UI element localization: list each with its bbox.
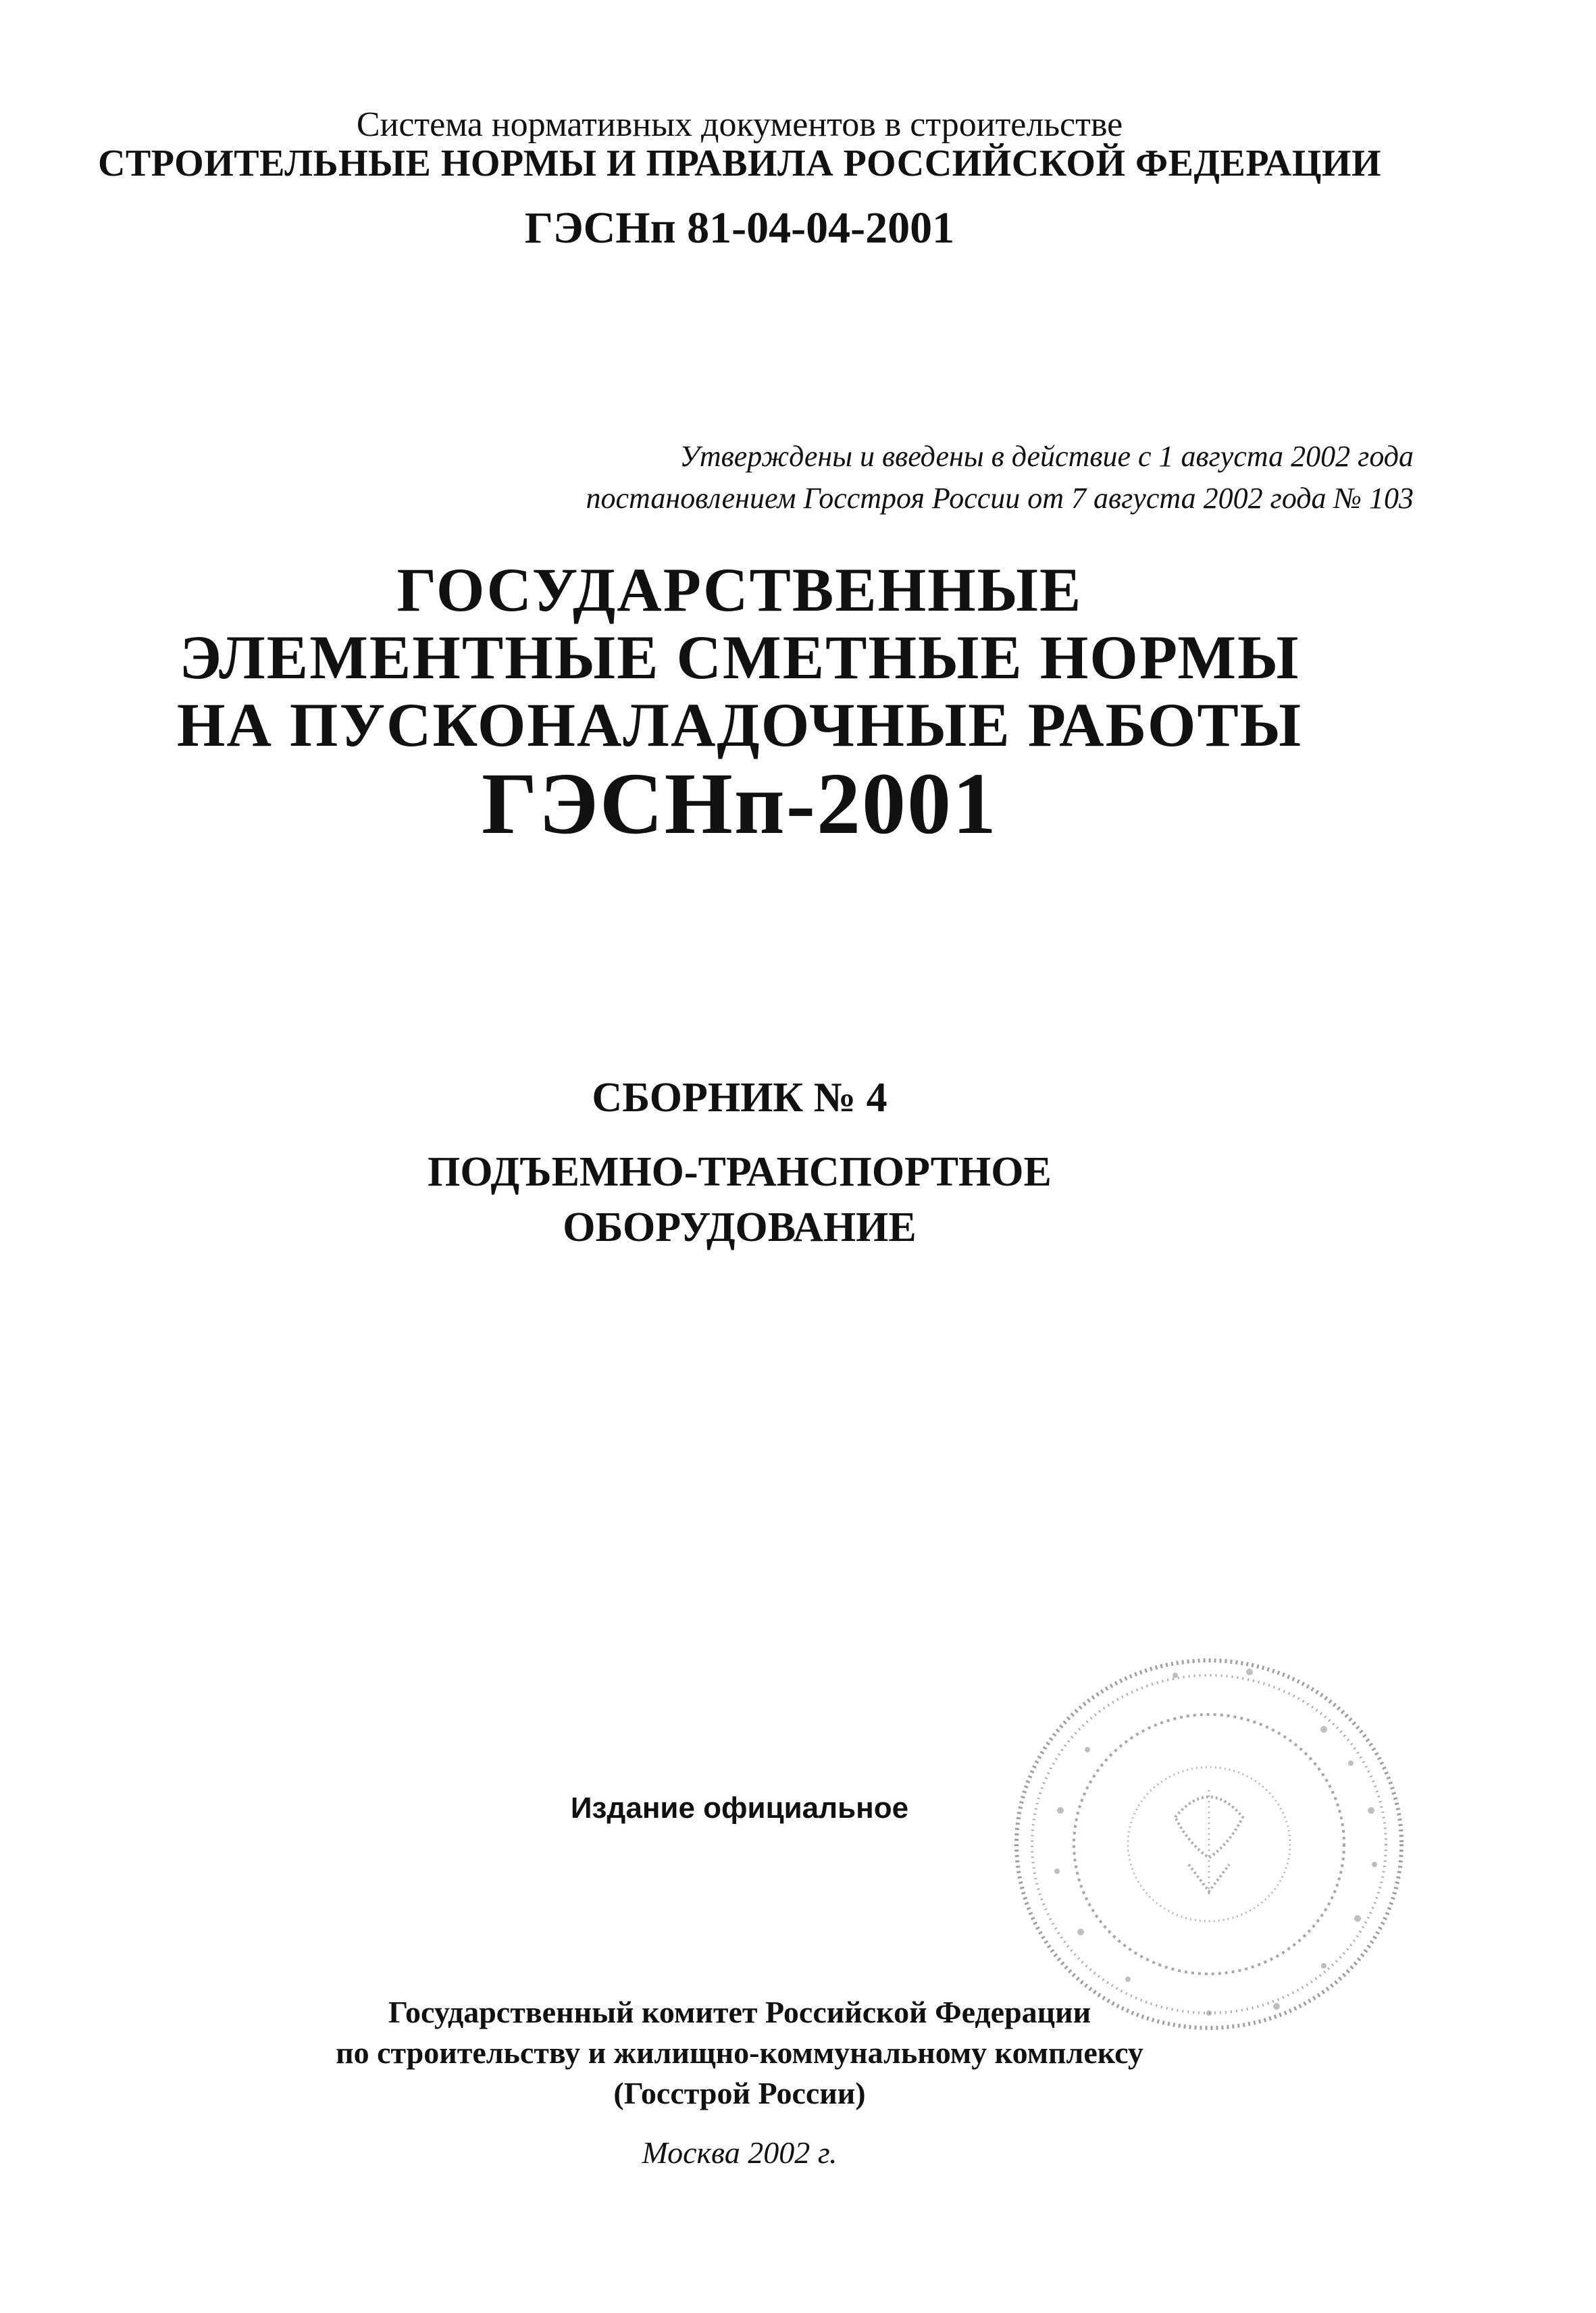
official-stamp-icon [1006, 1648, 1412, 2040]
publisher-line-2: по строительству и жилищно-коммунальному комплексу [336, 2035, 1143, 2070]
edition-label: Издание официальное [570, 1791, 909, 1825]
approval-line-2: постановлением Госстроя России от 7 августа 2002 года № 103 [586, 482, 1414, 515]
title-line-1: ГОСУДАРСТВЕННЫЕ [396, 555, 1083, 624]
system-line: Система нормативных документов в строительстве [356, 105, 1123, 144]
title-line-3: НА ПУСКОНАЛАДОЧНЫЕ РАБОТЫ [176, 690, 1303, 759]
collection-subject-line-1: ПОДЪЕМНО-ТРАНСПОРТНОЕ [428, 1149, 1052, 1195]
snip-line: СТРОИТЕЛЬНЫЕ НОРМЫ И ПРАВИЛА РОССИЙСКОЙ ФЕДЕРАЦИИ [97, 143, 1382, 184]
collection-subject-line-2: ОБОРУДОВАНИЕ [563, 1204, 917, 1250]
city-year: Москва 2002 г. [642, 2135, 838, 2170]
publisher-line-3: (Госстрой России) [613, 2076, 866, 2110]
document-code: ГЭСНп 81-04-04-2001 [524, 203, 955, 253]
title-code: ГЭСНп-2001 [481, 755, 998, 853]
collection-label: СБОРНИК № 4 [592, 1075, 887, 1121]
title-line-2: ЭЛЕМЕНТНЫЕ СМЕТНЫЕ НОРМЫ [179, 623, 1300, 692]
publisher-line-1: Государственный комитет Российской Федерации [388, 1995, 1091, 2029]
approval-line-1: Утверждены и введены в действие с 1 августа 2002 года [679, 440, 1414, 473]
